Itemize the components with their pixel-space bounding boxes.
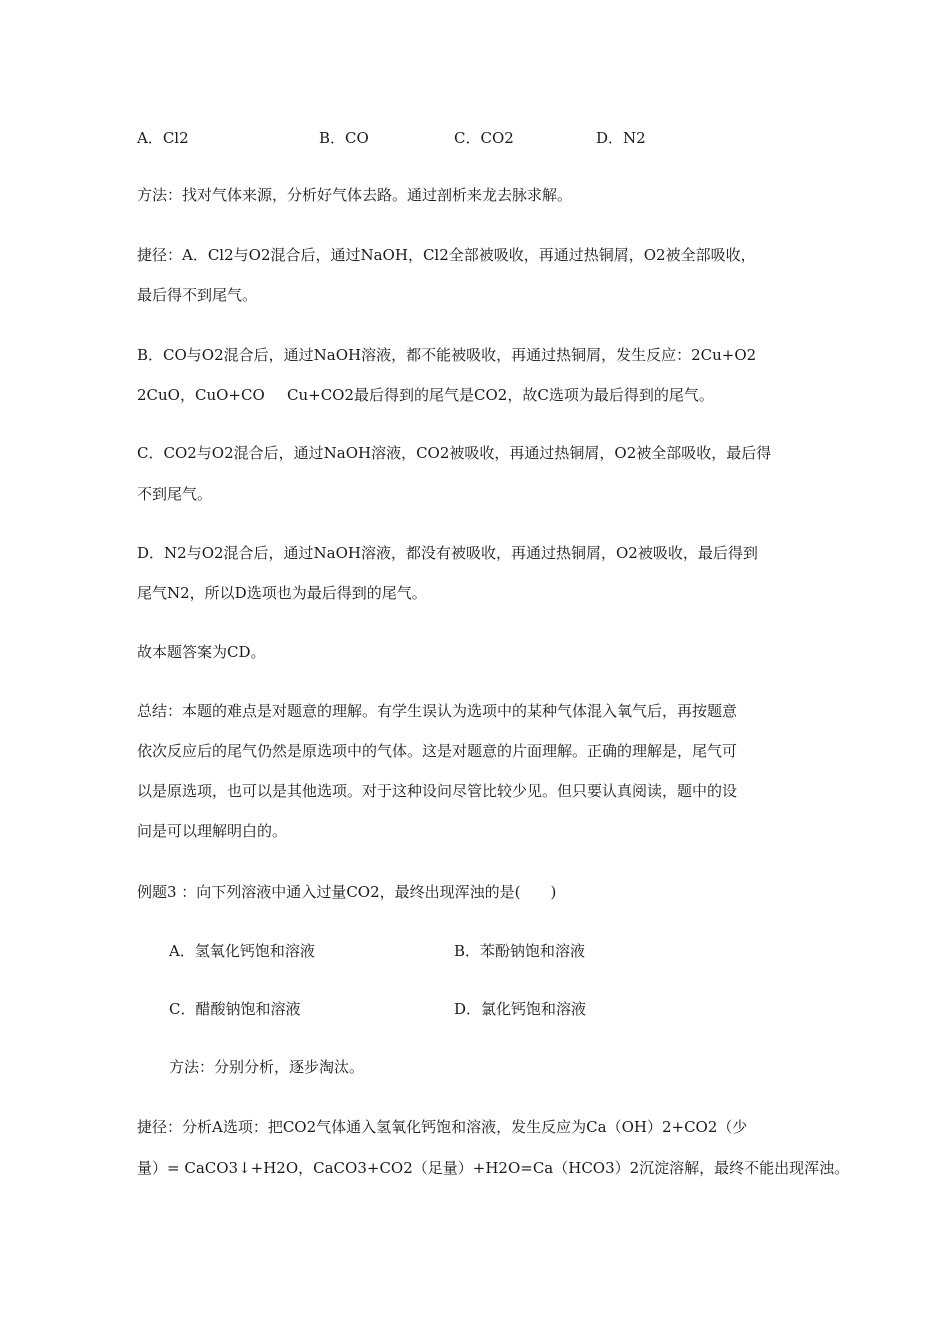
q2-summary-line4: 问是可以理解明白的。 [137, 822, 288, 840]
q2-d-line1: D．N2与O2混合后，通过NaOH溶液，都没有被吸收，再通过热铜屑，O2被吸收，最后得到 [137, 544, 758, 562]
q2-b-line2-right: Cu+CO2最后得到的尾气是CO2，故C选项为最后得到的尾气。 [287, 386, 714, 404]
q2-option-b: B．CO [319, 129, 369, 147]
q2-option-c: C．CO2 [454, 129, 514, 147]
q3-option-d: D．氯化钙饱和溶液 [454, 1000, 587, 1018]
q2-shortcut-a-line1: 捷径：A．Cl2与O2混合后，通过NaOH，Cl2全部被吸收，再通过热铜屑，O2被全部吸收， [137, 246, 756, 264]
q3-option-c: C．醋酸钠饱和溶液 [169, 1000, 301, 1018]
q3-shortcut-line1: 捷径：分析A选项：把CO2气体通入氢氧化钙饱和溶液，发生反应为Ca（OH）2+CO2（少 [137, 1118, 748, 1136]
q2-summary-line2: 依次反应后的尾气仍然是原选项中的气体。这是对题意的片面理解。正确的理解是，尾气可 [137, 742, 738, 760]
q2-option-d: D．N2 [596, 129, 646, 147]
q2-summary-line3: 以是原选项，也可以是其他选项。对于这种设问尽管比较少见。但只要认真阅读，题中的设 [137, 782, 738, 800]
q2-summary-line1: 总结：本题的难点是对题意的理解。有学生误认为选项中的某种气体混入氧气后，再按题意 [137, 702, 738, 720]
q2-d-line2: 尾气N2，所以D选项也为最后得到的尾气。 [137, 584, 427, 602]
q3-option-b: B．苯酚钠饱和溶液 [454, 942, 586, 960]
q2-method: 方法：找对气体来源，分析好气体去路。通过剖析来龙去脉求解。 [137, 186, 573, 204]
q3-shortcut-line2: 量）= CaCO3↓+H2O，CaCO3+CO2（足量）+H2O=Ca（HCO3）2沉淀溶解，最终不能出现浑浊。 [137, 1159, 850, 1177]
q2-answer: 故本题答案为CD。 [137, 643, 266, 661]
q3-stem: 例题3 ：向下列溶液中通入过量CO2，最终出现浑浊的是( ) [137, 883, 557, 901]
q3-method: 方法：分别分析，逐步淘汰。 [169, 1058, 365, 1076]
q2-b-line2-left: 2CuO，CuO+CO [137, 386, 265, 404]
q2-shortcut-a-line2: 最后得不到尾气。 [137, 286, 258, 304]
q3-option-a: A．氢氧化钙饱和溶液 [169, 942, 315, 960]
q2-b-line1: B．CO与O2混合后，通过NaOH溶液，都不能被吸收，再通过热铜屑，发生反应：2Cu+O2 [137, 346, 757, 364]
q2-option-a: A．Cl2 [137, 129, 189, 147]
q2-c-line2: 不到尾气。 [137, 485, 213, 503]
q2-c-line1: C．CO2与O2混合后，通过NaOH溶液，CO2被吸收，再通过热铜屑，O2被全部吸收，最后得 [137, 444, 772, 462]
